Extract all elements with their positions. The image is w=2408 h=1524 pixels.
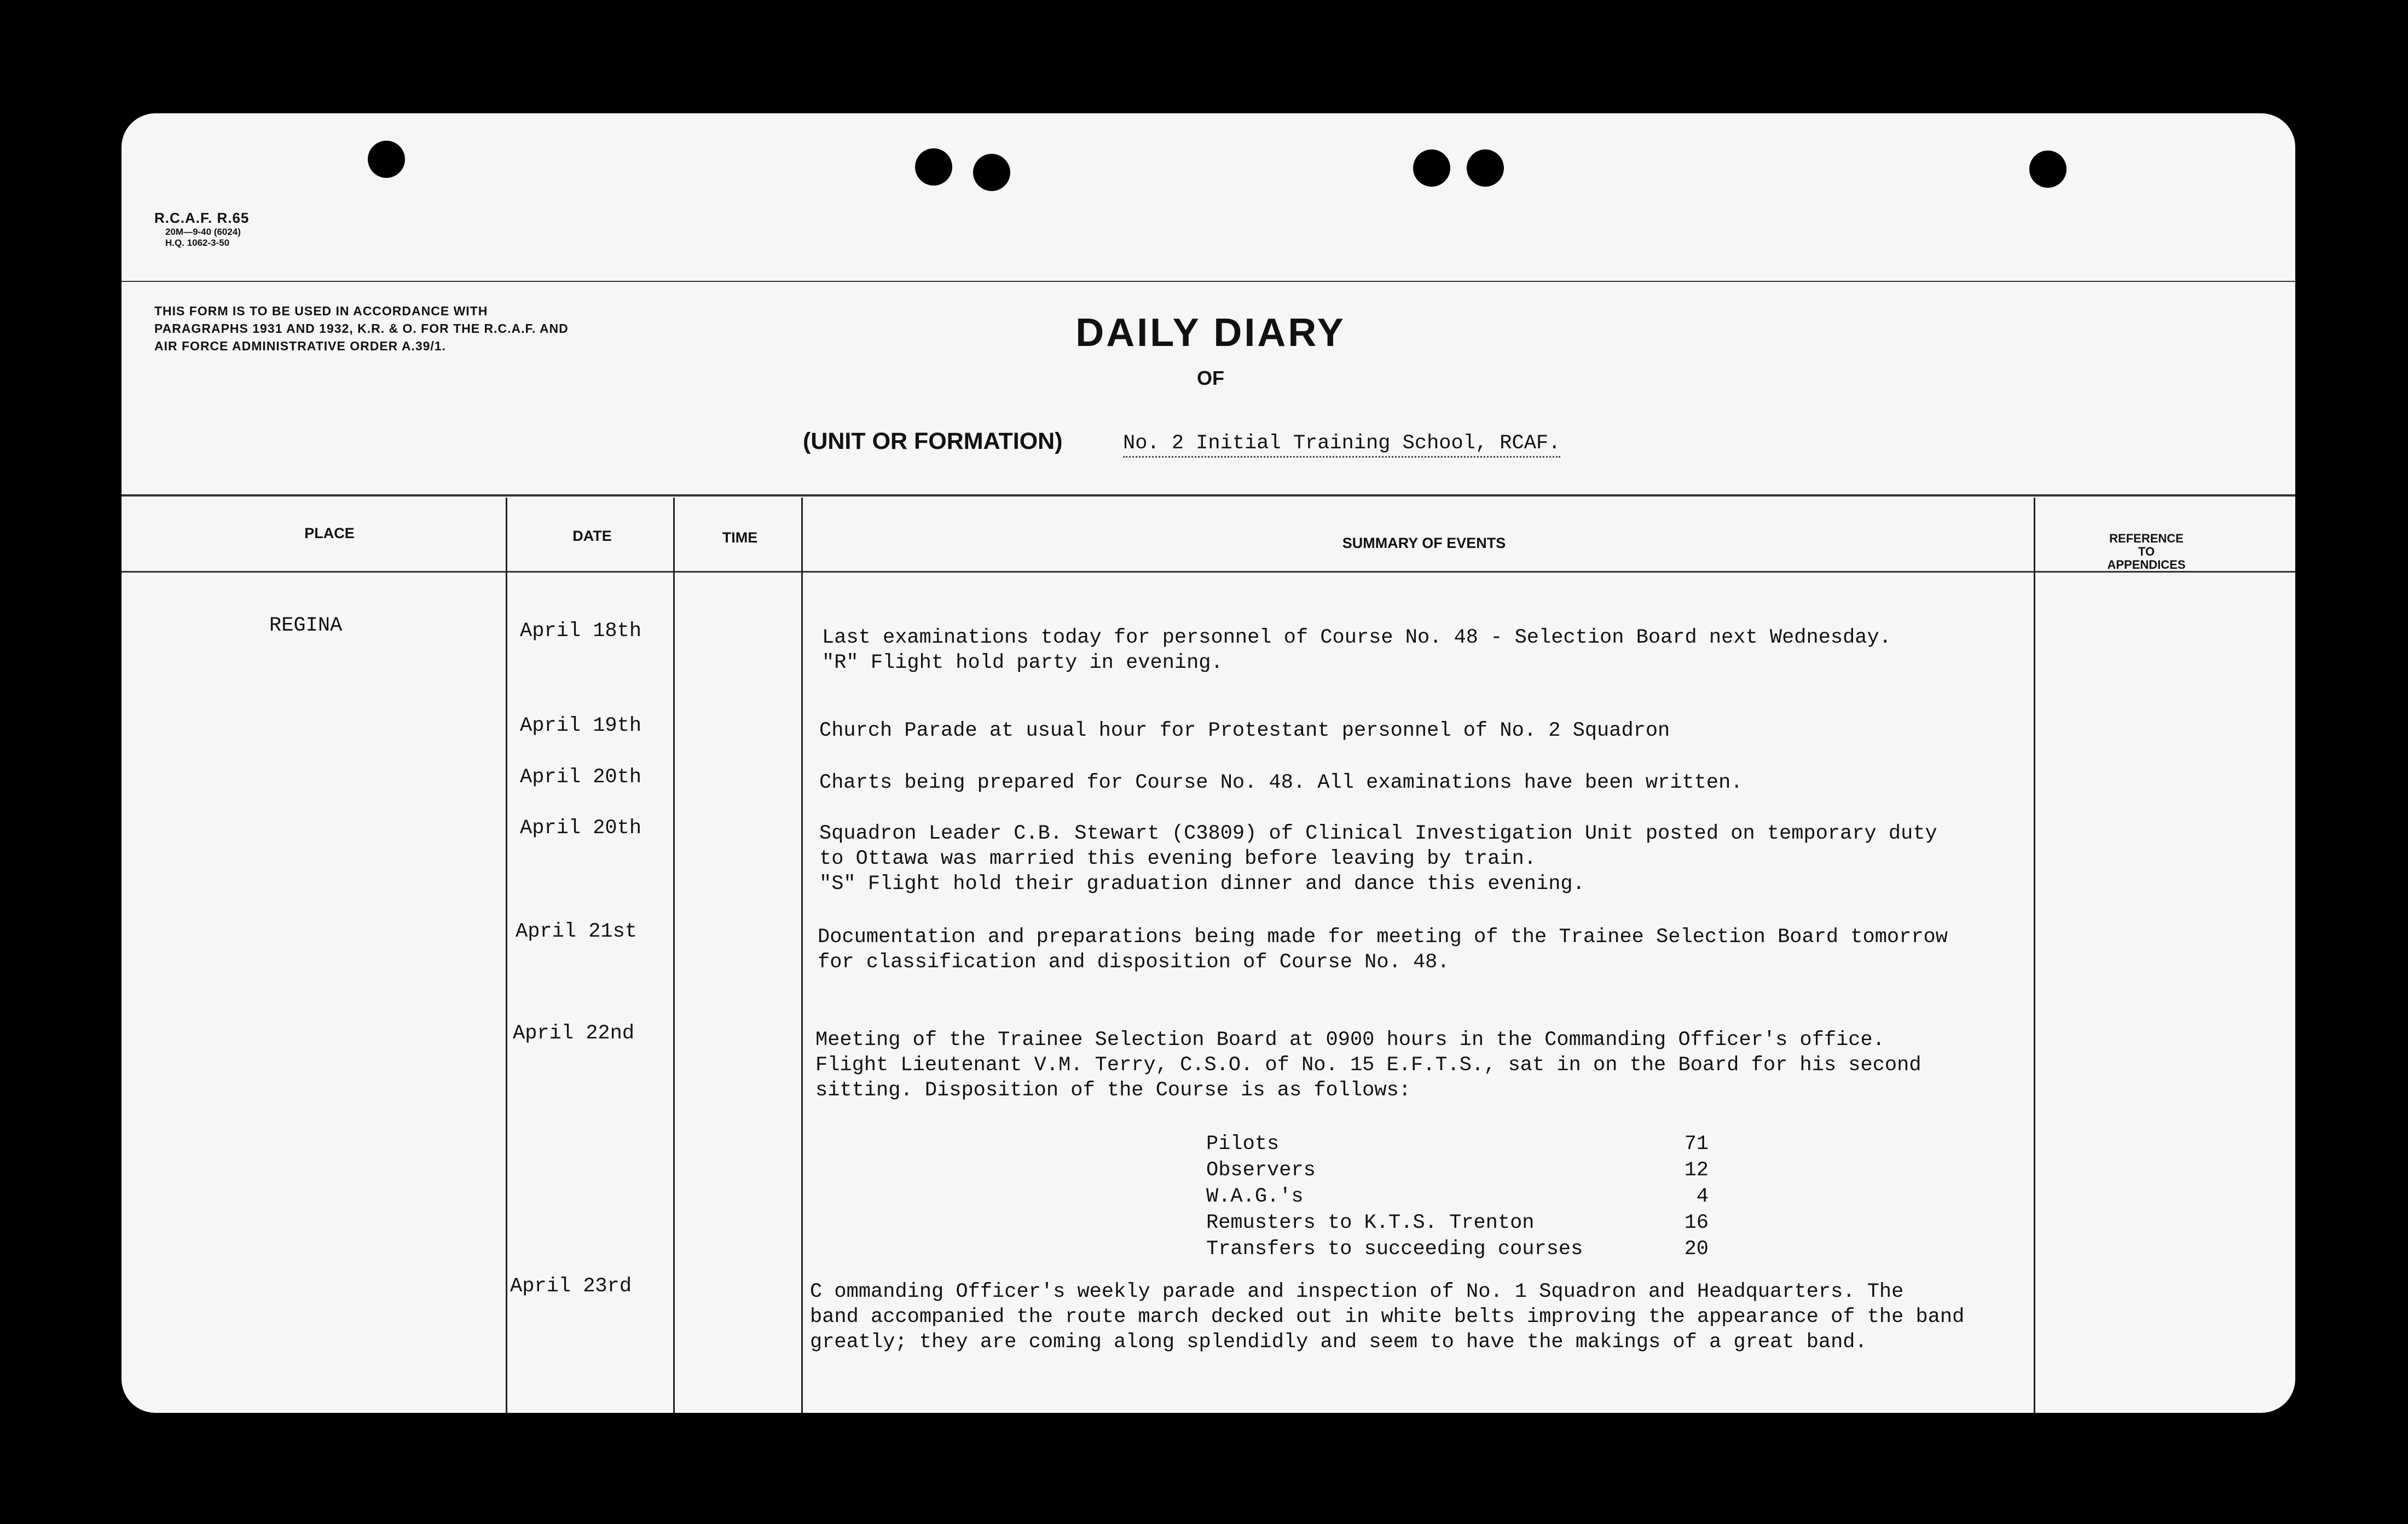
disposition-label: Observers (1206, 1159, 1316, 1182)
summary-line: for classification and disposition of Course No. 48. (818, 951, 1450, 974)
entry-summary (818, 925, 2153, 975)
disposition-label: Transfers to succeeding courses (1206, 1238, 1583, 1261)
summary-line: sitting. Disposition of the Course is as follows: (815, 1079, 1411, 1102)
entry-date: April 18th (520, 620, 642, 643)
punch-hole (2029, 151, 2067, 188)
entry-date: April 21st (516, 920, 638, 943)
form-hq-code: H.Q. 1062-3-50 (165, 238, 230, 248)
summary-line: band accompanied the route march decked out in white belts improving the appearance of the band (810, 1306, 1965, 1329)
column-divider-time (801, 498, 803, 1413)
unit-value: No. 2 Initial Training School, RCAF. (1123, 432, 1560, 458)
disposition-count: 71 (1684, 1133, 1709, 1156)
page-title: DAILY DIARY (1075, 311, 1346, 355)
reference-line-1: REFERENCE (2109, 532, 2184, 545)
summary-line: "S" Flight hold their graduation dinner and dance this evening. (819, 873, 1585, 896)
entry-summary (822, 625, 2157, 676)
entry-date: April 20th (520, 766, 642, 789)
disposition-count: 4 (1696, 1185, 1709, 1208)
column-divider-place (506, 498, 507, 1413)
entry-summary (815, 1027, 2151, 1103)
place-value: REGINA (269, 614, 343, 637)
column-header-rule (121, 571, 2295, 573)
reference-line-2: TO (2138, 545, 2155, 558)
summary-line: Church Parade at usual hour for Protestant personnel of No. 2 Squadron (819, 719, 1670, 742)
punch-hole (368, 141, 405, 178)
summary-line: Documentation and preparations being made for meeting of the Trainee Selection Board tomorrow (818, 926, 1948, 949)
punch-hole (915, 148, 952, 186)
summary-line: Squadron Leader C.B. Stewart (C3809) of Clinical Investigation Unit posted on temporary duty (819, 822, 1937, 845)
summary-line: Charts being prepared for Course No. 48. All examinations have been written. (819, 771, 1743, 794)
summary-line: C ommanding Officer's weekly parade and inspection of No. 1 Squadron and Headquarters. The (810, 1280, 1904, 1303)
disposition-label: Remusters to K.T.S. Trenton (1206, 1211, 1535, 1234)
unit-label: (UNIT OR FORMATION) (803, 428, 1063, 454)
summary-line: Flight Lieutenant V.M. Terry, C.S.O. of No. 15 E.F.T.S., sat in on the Board for his second (815, 1054, 1921, 1077)
column-header-reference (2053, 532, 2239, 572)
form-code (154, 210, 249, 249)
summary-line: Meeting of the Trainee Selection Board at 0900 hours in the Commanding Officer's office. (815, 1029, 1885, 1052)
column-header-summary: SUMMARY OF EVENTS (1342, 535, 1506, 551)
punch-hole (1413, 149, 1450, 187)
form-code-number: R.C.A.F. R.65 (154, 210, 250, 226)
disposition-label: W.A.G.'s (1206, 1185, 1304, 1208)
form-print-code: 20M—9-40 (6024) (165, 227, 241, 237)
disposition-count: 16 (1684, 1211, 1709, 1234)
entry-date: April 23rd (510, 1275, 632, 1298)
page-title-of: OF (1197, 367, 1224, 389)
column-header-place: PLACE (304, 525, 355, 541)
header-divider (121, 281, 2295, 282)
summary-line: Last examinations today for personnel of Course No. 48 - Selection Board next Wednesday. (822, 626, 1891, 649)
table-top-rule (121, 494, 2295, 497)
disposition-count: 12 (1684, 1159, 1709, 1182)
reference-line-3: APPENDICES (2107, 558, 2186, 572)
entry-summary (810, 1279, 2145, 1355)
diary-form-card (121, 113, 2295, 1413)
summary-line: greatly; they are coming along splendidly and seem to have the makings of a great band. (810, 1331, 1867, 1354)
column-header-time: TIME (722, 529, 758, 546)
disposition-count: 20 (1684, 1238, 1709, 1261)
entry-date: April 20th (520, 817, 642, 840)
disposition-label: Pilots (1206, 1133, 1280, 1156)
entry-summary (819, 718, 2155, 743)
form-instructions: THIS FORM IS TO BE USED IN ACCORDANCE WITH PARAGRAPHS 1931 AND 1932, K.R. & O. FOR THE R.C.A.F. AND AIR FORCE ADMINISTRATIVE ORDER A.39/1. (154, 304, 569, 353)
entry-date: April 19th (520, 714, 642, 737)
entry-summary (819, 821, 2155, 897)
punch-hole (1467, 149, 1504, 187)
summary-line: to Ottawa was married this evening before leaving by train. (819, 847, 1537, 870)
punch-hole (973, 154, 1010, 191)
summary-line: "R" Flight hold party in evening. (822, 651, 1223, 674)
column-header-date: DATE (572, 528, 612, 544)
column-divider-date (673, 498, 675, 1413)
entry-date: April 22nd (513, 1022, 635, 1045)
entry-summary (819, 770, 2155, 795)
